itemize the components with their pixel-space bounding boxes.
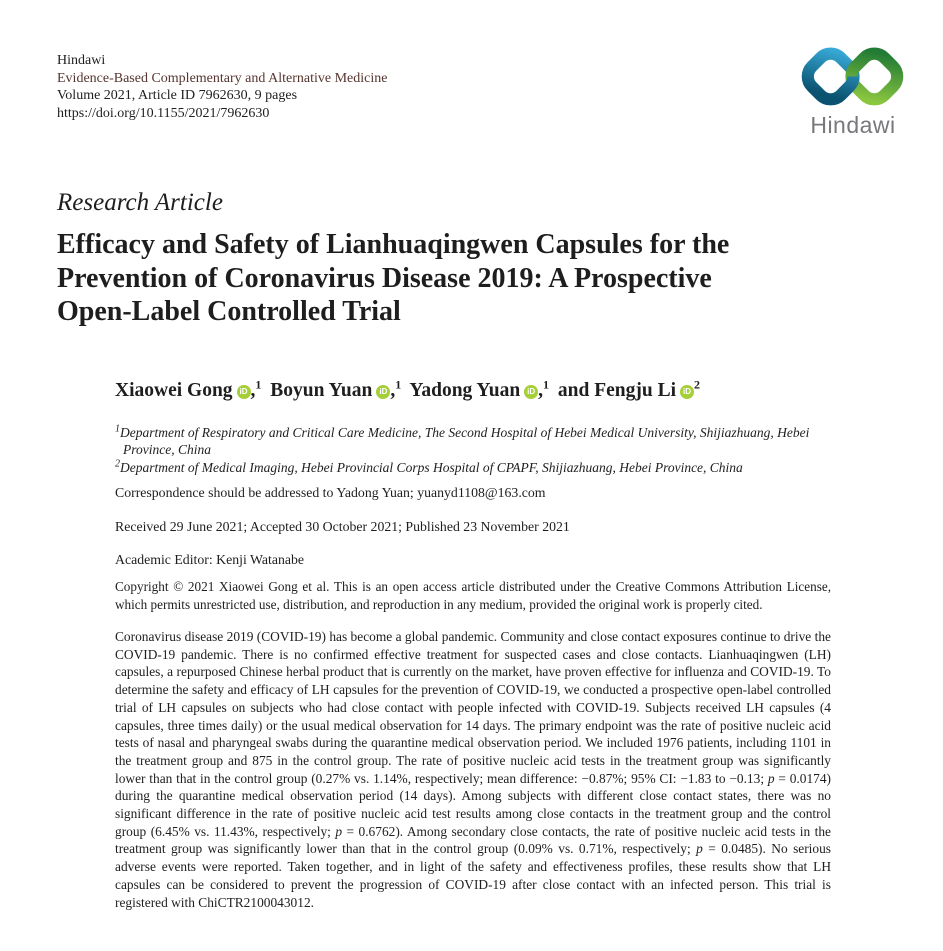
- article-type-label: Research Article: [57, 189, 223, 216]
- author-separator: ,: [538, 380, 544, 401]
- orcid-icon[interactable]: iD: [376, 385, 390, 399]
- hindawi-logo: [797, 45, 909, 139]
- author-name: Yadong Yuan: [409, 380, 521, 401]
- correspondence-email[interactable]: yuanyd1108@163.com: [417, 485, 546, 500]
- author-separator: ,: [390, 380, 396, 401]
- article-title: [57, 228, 729, 329]
- journal-name: Evidence-Based Complementary and Alternative Medicine: [57, 70, 388, 86]
- article-title-line: Efficacy and Safety of Lianhuaqingwen Capsules for the: [57, 229, 730, 260]
- author: [557, 377, 701, 401]
- volume-line: Volume 2021, Article ID 7962630, 9 pages: [57, 88, 298, 104]
- article-title-line: Open-Label Controlled Trial: [57, 296, 401, 327]
- author-affiliation-number: 2: [694, 377, 701, 392]
- author: [409, 377, 550, 401]
- orcid-icon[interactable]: iD: [237, 385, 251, 399]
- article-title-line: Prevention of Coronavirus Disease 2019: A Prospective: [57, 262, 712, 294]
- orcid-icon[interactable]: iD: [524, 385, 538, 399]
- author-name: Boyun Yuan: [270, 380, 373, 401]
- author: [270, 377, 402, 401]
- authors-line: [115, 379, 831, 403]
- hindawi-wordmark: Hindawi: [810, 112, 896, 138]
- doi-link[interactable]: https://doi.org/10.1155/2021/7962630: [57, 105, 270, 121]
- author-name: Xiaowei Gong: [115, 380, 233, 401]
- author: [115, 377, 262, 401]
- author-name: and Fengju Li: [557, 380, 677, 401]
- copyright-notice: Copyright © 2021 Xiaowei Gong et al. This is an open access article distributed under the Creative Commons Attribution License, which permits unrestricted use, distribution, and reproduction in any medium, provided the original work is properly cited.: [115, 579, 831, 613]
- author-affiliation-number: 1: [543, 377, 550, 392]
- correspondence-line: Correspondence should be addressed to Yadong Yuan; yuanyd1108@163.com: [115, 485, 546, 500]
- journal-header: [57, 52, 387, 122]
- author-separator: ,: [250, 380, 256, 401]
- affiliations: [115, 424, 831, 476]
- author-affiliation-number: 1: [255, 377, 262, 392]
- hindawi-rings-icon: [800, 45, 906, 109]
- history-line: Received 29 June 2021; Accepted 30 October 2021; Published 23 November 2021: [115, 519, 570, 534]
- publisher-name: Hindawi: [57, 53, 106, 68]
- abstract-paragraph: Coronavirus disease 2019 (COVID-19) has become a global pandemic. Community and close contact exposures continue to drive the COVID-19 pandemic. There is no confirmed effective treatment for suspected cases and close contacts. Lianhuaqingwen (LH) capsules, a repurposed Chinese herbal product that is currently on the market, have proven effective for influenza and COVID-19. To determine the safety and efficacy of LH capsules for the prevention of COVID-19, we conducted a prospective open-label controlled trial of LH capsules on subjects who had close contact with people infected with COVID-19. Subjects received LH capsules (4 capsules, three times daily) or the usual medical observation for 14 days. The primary endpoint was the rate of positive nucleic acid tests of nasal and pharyngeal swabs during the quarantine medical observation period. We included 1976 patients, including 1101 in the treatment group and 875 in the control group. The rate of positive nucleic acid tests in the treatment group was significantly lower than that in the control group (0.27% vs. 1.14%, respectively; mean difference: −0.87%; 95% CI: −1.83 to −0.13; p = 0.0174) during the quarantine medical observation period (14 days). Among subjects with different close contact states, there was no significant difference in the rate of positive nucleic acid test results among close contacts in the treatment group and the control group (6.45% vs. 11.43%, respectively; p = 0.6762). Among secondary close contacts, the rate of positive nucleic acid tests in the treatment group was significantly lower than that in the control group (0.09% vs. 0.71%, respectively; p = 0.0485). No serious adverse events were reported. Taken together, and in light of the safety and effectiveness profiles, these results show that LH capsules can be considered to prevent the progression of COVID-19 after close contact with an infected person. This trial is registered with ChiCTR2100043012.: [115, 629, 832, 910]
- orcid-icon[interactable]: iD: [680, 385, 694, 399]
- academic-editor-line: Academic Editor: Kenji Watanabe: [115, 552, 305, 567]
- author-affiliation-number: 1: [395, 377, 402, 392]
- affiliation: $^1$Department of Respiratory and Critical Care Medicine, The Second Hospital of Hebei Medical University, Shijiazhuang, Hebei Province, China: [115, 423, 810, 458]
- affiliation: $^2$Department of Medical Imaging, Hebei Provincial Corps Hospital of CPAPF, Shijiazhuang, Hebei Province, China: [115, 458, 743, 475]
